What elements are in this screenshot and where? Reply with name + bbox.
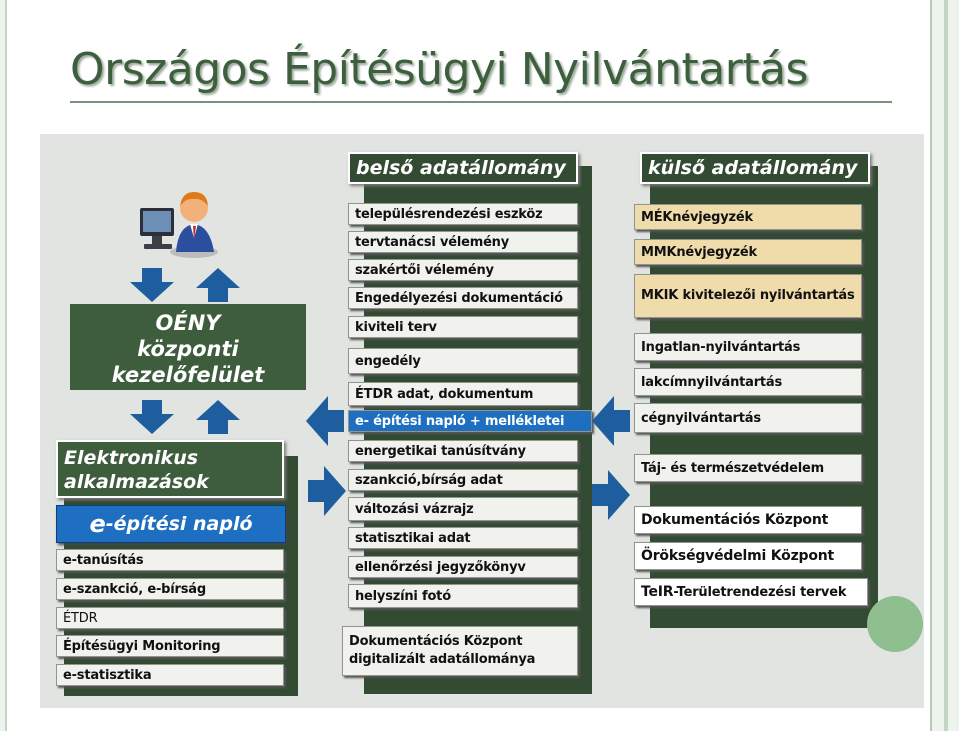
external-data-header: külső adatállomány: [640, 152, 870, 184]
internal-digitized-line1: Dokumentációs Központ: [349, 634, 523, 649]
internal-item: energetikai tanúsítvány: [348, 440, 578, 462]
oeny-title: OÉNY: [155, 311, 221, 335]
title-underline: [70, 101, 892, 103]
external-nature-item: Táj- és természetvédelem: [634, 454, 862, 482]
arrow-down-icon: [130, 268, 174, 302]
internal-item-highlight: e- építési napló + mellékletei: [348, 410, 592, 432]
e-construction-log-highlight: [56, 505, 286, 543]
arrow-right-icon: [308, 466, 346, 516]
internal-item: szakértői vélemény: [348, 259, 578, 281]
slide-frame-right: [930, 0, 959, 731]
page-title: Országos Építésügyi Nyilvántartás: [70, 44, 808, 95]
electronic-item: e-szankció, e-bírság: [56, 578, 284, 600]
external-center-item: Dokumentációs Központ: [634, 506, 862, 534]
arrow-down-icon: [130, 400, 174, 434]
arrow-left-icon: [306, 396, 344, 446]
internal-item: ÉTDR adat, dokumentum: [348, 382, 578, 406]
oeny-central-interface: [70, 304, 306, 390]
electronic-item: e-tanúsítás: [56, 549, 284, 571]
arrow-left-icon: [592, 396, 630, 446]
external-registry-item: MÉKnévjegyzék: [634, 204, 862, 230]
arrow-right-icon: [592, 470, 630, 520]
electronic-apps-header: [56, 440, 284, 498]
external-record-item: cégnyilvántartás: [634, 403, 862, 433]
electronic-apps-header-line1: Elektronikus: [64, 447, 199, 469]
internal-item: szankció,bírság adat: [348, 469, 578, 491]
electronic-item: ÉTDR: [56, 607, 284, 629]
e-construction-log-label: -építési napló: [105, 513, 253, 535]
internal-item: ellenőrzési jegyzőkönyv: [348, 556, 578, 578]
internal-item: tervtanácsi vélemény: [348, 231, 578, 253]
external-registry-item: MMKnévjegyzék: [634, 239, 862, 265]
external-center-item: Örökségvédelmi Központ: [634, 542, 862, 570]
internal-data-header: belső adatállomány: [348, 152, 578, 184]
teir-prefix: TeIR: [641, 584, 674, 600]
internal-digitized-archive: [342, 626, 578, 676]
e-prefix: e: [89, 510, 106, 538]
internal-item: változási vázrajz: [348, 497, 578, 521]
external-teir-item: [634, 578, 868, 606]
external-record-item: lakcímnyilvántartás: [634, 368, 862, 396]
arrow-up-icon: [196, 400, 240, 434]
electronic-apps-header-line2: alkalmazások: [64, 471, 209, 493]
internal-item: engedély: [348, 348, 578, 374]
arrow-up-icon: [196, 268, 240, 302]
internal-item: statisztikai adat: [348, 527, 578, 549]
teir-label: -Területrendezési tervek: [673, 584, 847, 600]
internal-item: településrendezési eszköz: [348, 203, 578, 225]
internal-item: kiviteli terv: [348, 316, 578, 338]
internal-item: Engedélyezési dokumentáció: [348, 287, 578, 309]
external-record-item: Ingatlan-nyilvántartás: [634, 333, 862, 361]
decorative-circle: [867, 596, 923, 652]
slide-frame-left: [0, 0, 7, 731]
electronic-item: Építésügyi Monitoring: [56, 635, 284, 657]
internal-item: helyszíni fotó: [348, 584, 578, 608]
external-registry-item: MKIK kivitelezői nyilvántartás: [634, 274, 862, 318]
electronic-item: e-statisztika: [56, 664, 284, 686]
user-at-computer-icon: [136, 186, 222, 258]
oeny-subtitle-line2: kezelőfelület: [111, 363, 265, 387]
oeny-subtitle-line1: központi: [137, 337, 239, 361]
internal-digitized-line2: digitalizált adatállománya: [349, 652, 536, 667]
